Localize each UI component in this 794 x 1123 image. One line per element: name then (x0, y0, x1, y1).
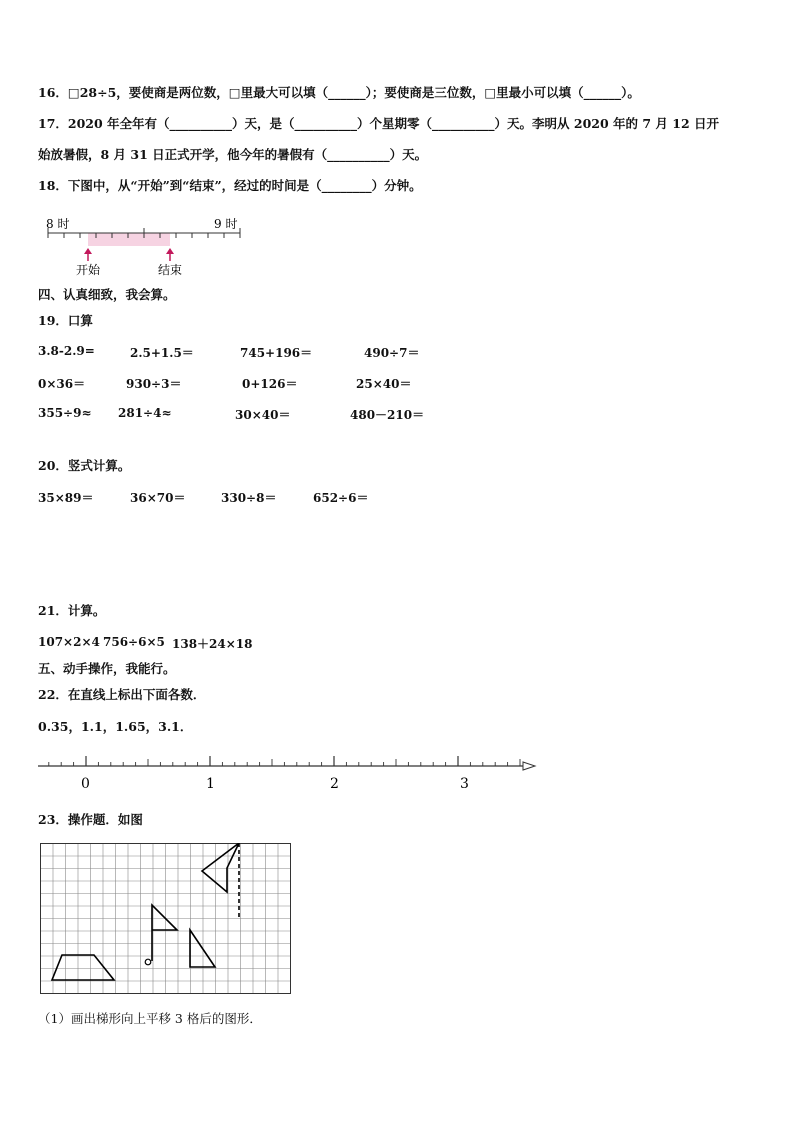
oral-calc-item: 30×40＝ (235, 408, 291, 422)
start-arrow-icon (84, 248, 92, 261)
label-8-oclock: 8 时 (46, 217, 70, 231)
question-19-title: 19．口算 (38, 313, 93, 328)
question-23-title: 23．操作题．如图 (38, 812, 143, 827)
vertical-calc-item: 36×70＝ (130, 491, 186, 505)
oral-calc-item: 281÷4≈ (118, 406, 172, 420)
vertical-calc-item: 35×89＝ (38, 491, 94, 505)
oral-calc-item: 2.5+1.5＝ (130, 346, 194, 360)
label-end: 结束 (158, 263, 183, 277)
question-16: 16．□28÷5，要使商是两位数，□里最大可以填（______）；要使商是三位数，□里最小可以填（______）。 (38, 85, 640, 100)
question-21-title: 21．计算。 (38, 603, 106, 618)
oral-calc-item: 490÷7＝ (364, 346, 420, 360)
oral-calc-item: 480－210＝ (350, 408, 425, 422)
calc-item: 756÷6×5 (103, 635, 165, 649)
question-20-title: 20．竖式计算。 (38, 458, 131, 473)
vertical-calc-item: 652÷6＝ (313, 491, 369, 505)
calc-item: 138＋24×18 (172, 637, 253, 651)
oral-calc-item: 0+126＝ (242, 377, 298, 391)
arrow-right-icon (523, 762, 535, 770)
shape-grid (40, 843, 292, 995)
oral-calc-item: 745+196＝ (240, 346, 313, 360)
question-17-line1: 17．2020 年全年有（__________）天，是（__________）个星期零（__________）天。李明从 2020 年的 7 月 12 日开 (38, 116, 720, 131)
tick-label-0: 0 (81, 776, 90, 792)
end-arrow-icon (166, 248, 174, 261)
oral-calc-item: 3.8-2.9= (38, 344, 95, 358)
label-start: 开始 (76, 263, 101, 277)
right-triangle-shape (190, 930, 215, 967)
question-23-sub-1: （1）画出梯形向上平移 3 格后的图形． (38, 1011, 262, 1026)
section-4-title: 四、认真细致，我会算。 (38, 287, 176, 302)
point-o (145, 959, 151, 965)
vertical-calc-item: 330÷8＝ (221, 491, 277, 505)
oral-calc-item: 0×36＝ (38, 377, 86, 391)
label-9-oclock: 9 时 (214, 217, 238, 231)
trapezoid-shape (52, 955, 114, 980)
tick-label-1: 1 (206, 776, 215, 792)
question-22-title: 22．在直线上标出下面各数． (38, 687, 206, 702)
question-17-line2: 始放暑假，8 月 31 日正式开学，他今年的暑假有（__________）天。 (38, 147, 428, 162)
question-22-numbers: 0.35，1.1，1.65，3.1． (38, 719, 193, 734)
section-5-title: 五、动手操作，我能行。 (38, 661, 176, 676)
clock-time-diagram (38, 210, 248, 278)
calc-item: 107×2×4 (38, 635, 100, 649)
tick-label-3: 3 (460, 776, 469, 792)
number-line (38, 748, 538, 794)
oral-calc-item: 25×40＝ (356, 377, 412, 391)
tick-label-2: 2 (330, 776, 339, 792)
question-18: 18．下图中，从“开始”到“结束”，经过的时间是（________）分钟。 (38, 178, 422, 193)
oral-calc-item: 355÷9≈ (38, 406, 92, 420)
oral-calc-item: 930÷3＝ (126, 377, 182, 391)
elapsed-time-highlight (88, 233, 170, 246)
arrow-shape (202, 843, 239, 892)
flag-shape (152, 905, 177, 961)
